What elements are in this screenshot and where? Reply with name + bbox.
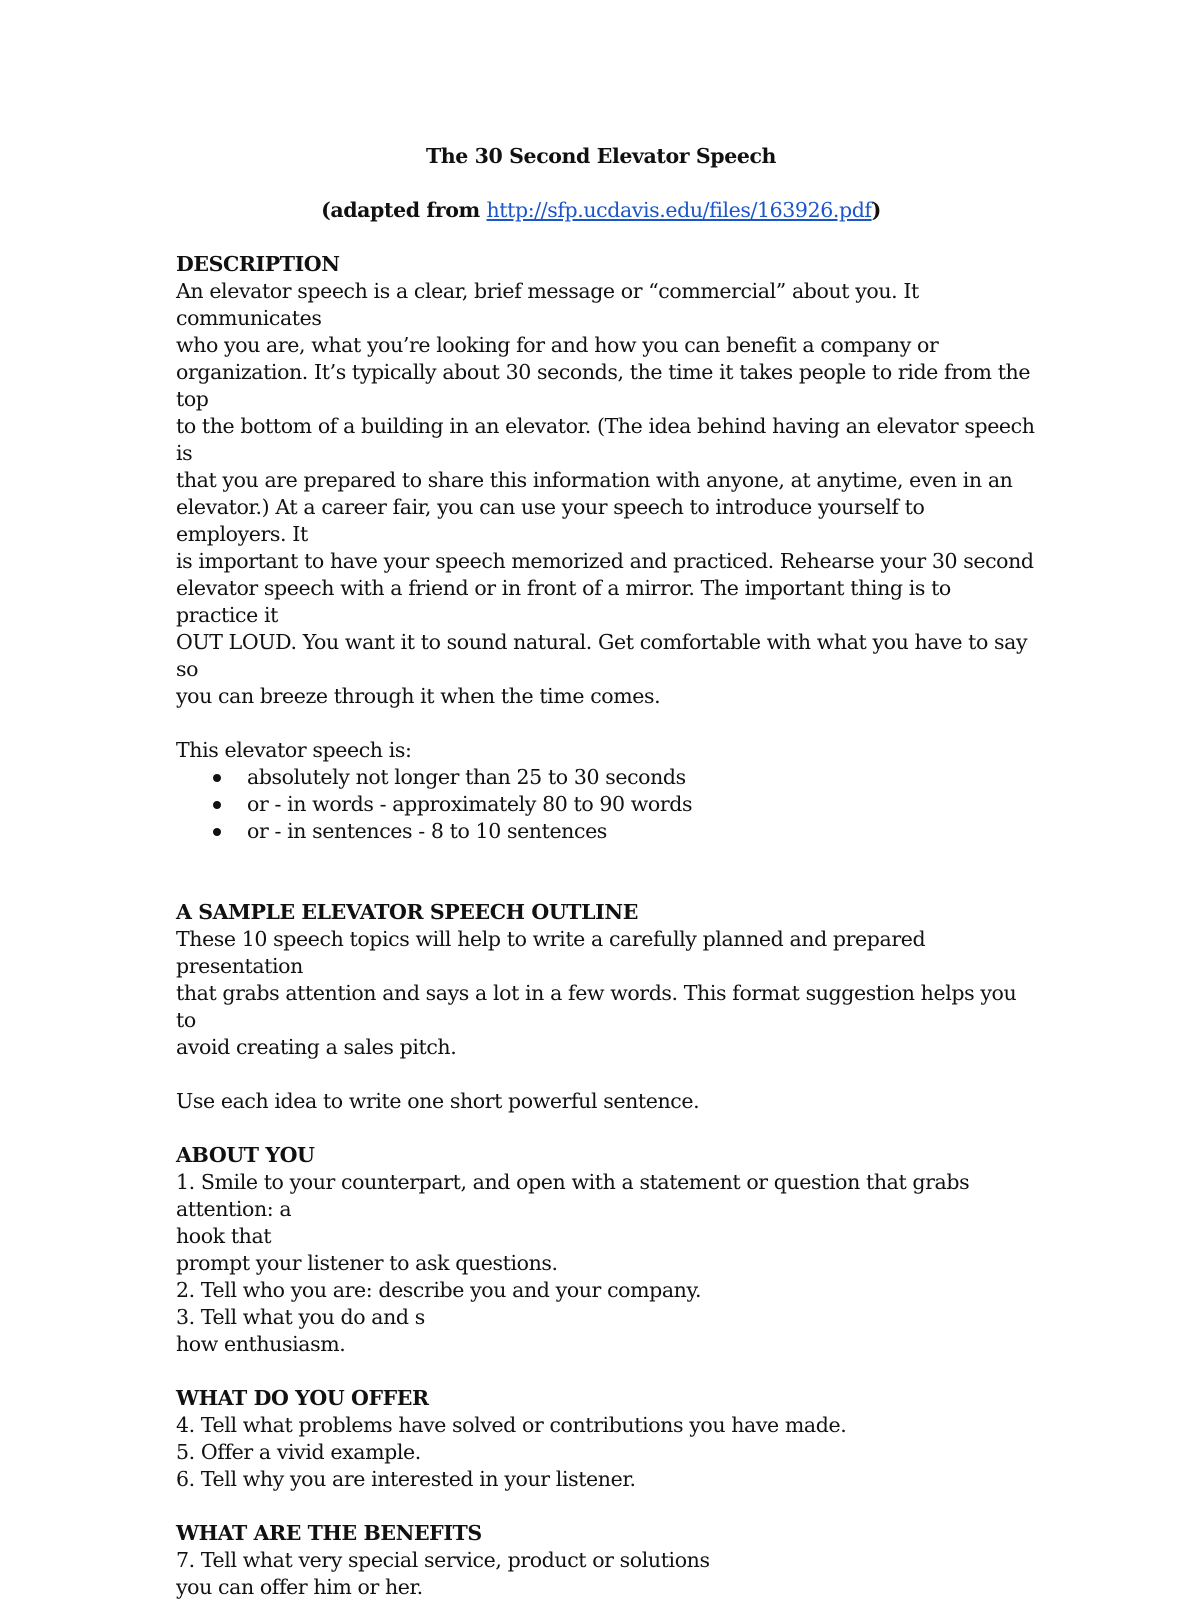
description-line: OUT LOUD. You want it to sound natural. Get comfortable with what you have to say so	[176, 630, 1028, 681]
description-line: organization. It’s typically about 30 seconds, the time it takes people to ride from the top	[176, 360, 1031, 411]
offer-line: 6. Tell why you are interested in your listener.	[176, 1467, 636, 1491]
source-link[interactable]: http://sfp.ucdavis.edu/files/163926.pdf	[486, 198, 872, 222]
document-page	[176, 140, 1036, 1601]
description-line: elevator speech with a friend or in front of a mirror. The important thing is to practice it	[176, 576, 951, 627]
outline-line: These 10 speech topics will help to write a carefully planned and prepared presentation	[176, 927, 926, 978]
description-line: elevator.) At a career fair, you can use your speech to introduce yourself to employers. It	[176, 495, 925, 546]
source-attribution	[176, 197, 1026, 224]
description-line: you can breeze through it when the time comes.	[176, 684, 661, 708]
outline-heading: A SAMPLE ELEVATOR SPEECH OUTLINE	[176, 900, 638, 924]
speech-criteria-intro: This elevator speech is:	[176, 738, 412, 762]
about-you-line: 1. Smile to your counterpart, and open with a statement or question that grabs attention: a	[176, 1170, 970, 1221]
bullet-icon	[213, 828, 221, 836]
list-item-text: absolutely not longer than 25 to 30 seconds	[247, 765, 686, 789]
about-you-heading: ABOUT YOU	[176, 1143, 315, 1167]
speech-criteria-list	[176, 764, 1036, 845]
description-line: who you are, what you’re looking for and how you can benefit a company or	[176, 333, 939, 357]
about-you-line: prompt your listener to ask questions.	[176, 1251, 558, 1275]
about-you-line: 3. Tell what you do and s	[176, 1305, 425, 1329]
list-item-text: or - in words - approximately 80 to 90 words	[247, 792, 693, 816]
offer-heading: WHAT DO YOU OFFER	[176, 1386, 429, 1410]
attribution-prefix: (adapted from	[321, 198, 487, 222]
about-you-line: how enthusiasm.	[176, 1332, 346, 1356]
outline-instruction: Use each idea to write one short powerful sentence.	[176, 1089, 700, 1113]
benefits-line: you can offer him or her.	[176, 1575, 423, 1599]
description-line: is important to have your speech memorized and practiced. Rehearse your 30 second	[176, 549, 1034, 573]
list-item	[176, 818, 1036, 845]
attribution-suffix: )	[871, 198, 881, 222]
about-you-line: 2. Tell who you are: describe you and your company.	[176, 1278, 702, 1302]
benefits-heading: WHAT ARE THE BENEFITS	[176, 1521, 482, 1545]
list-item	[176, 791, 1036, 818]
list-item	[176, 764, 1036, 791]
outline-line: avoid creating a sales pitch.	[176, 1035, 457, 1059]
description-heading: DESCRIPTION	[176, 252, 340, 276]
description-line: An elevator speech is a clear, brief message or “commercial” about you. It communicates	[176, 279, 919, 330]
document-title: The 30 Second Elevator Speech	[425, 144, 777, 168]
bullet-icon	[213, 774, 221, 782]
outline-line: that grabs attention and says a lot in a few words. This format suggestion helps you to	[176, 981, 1017, 1032]
offer-line: 4. Tell what problems have solved or contributions you have made.	[176, 1413, 847, 1437]
list-item-text: or - in sentences - 8 to 10 sentences	[247, 819, 607, 843]
benefits-line: 7. Tell what very special service, product or solutions	[176, 1548, 710, 1572]
bullet-icon	[213, 801, 221, 809]
description-line: that you are prepared to share this information with anyone, at anytime, even in an	[176, 468, 1013, 492]
offer-line: 5. Offer a vivid example.	[176, 1440, 421, 1464]
about-you-line: hook that	[176, 1224, 272, 1248]
description-line: to the bottom of a building in an elevator. (The idea behind having an elevator speech is	[176, 414, 1035, 465]
